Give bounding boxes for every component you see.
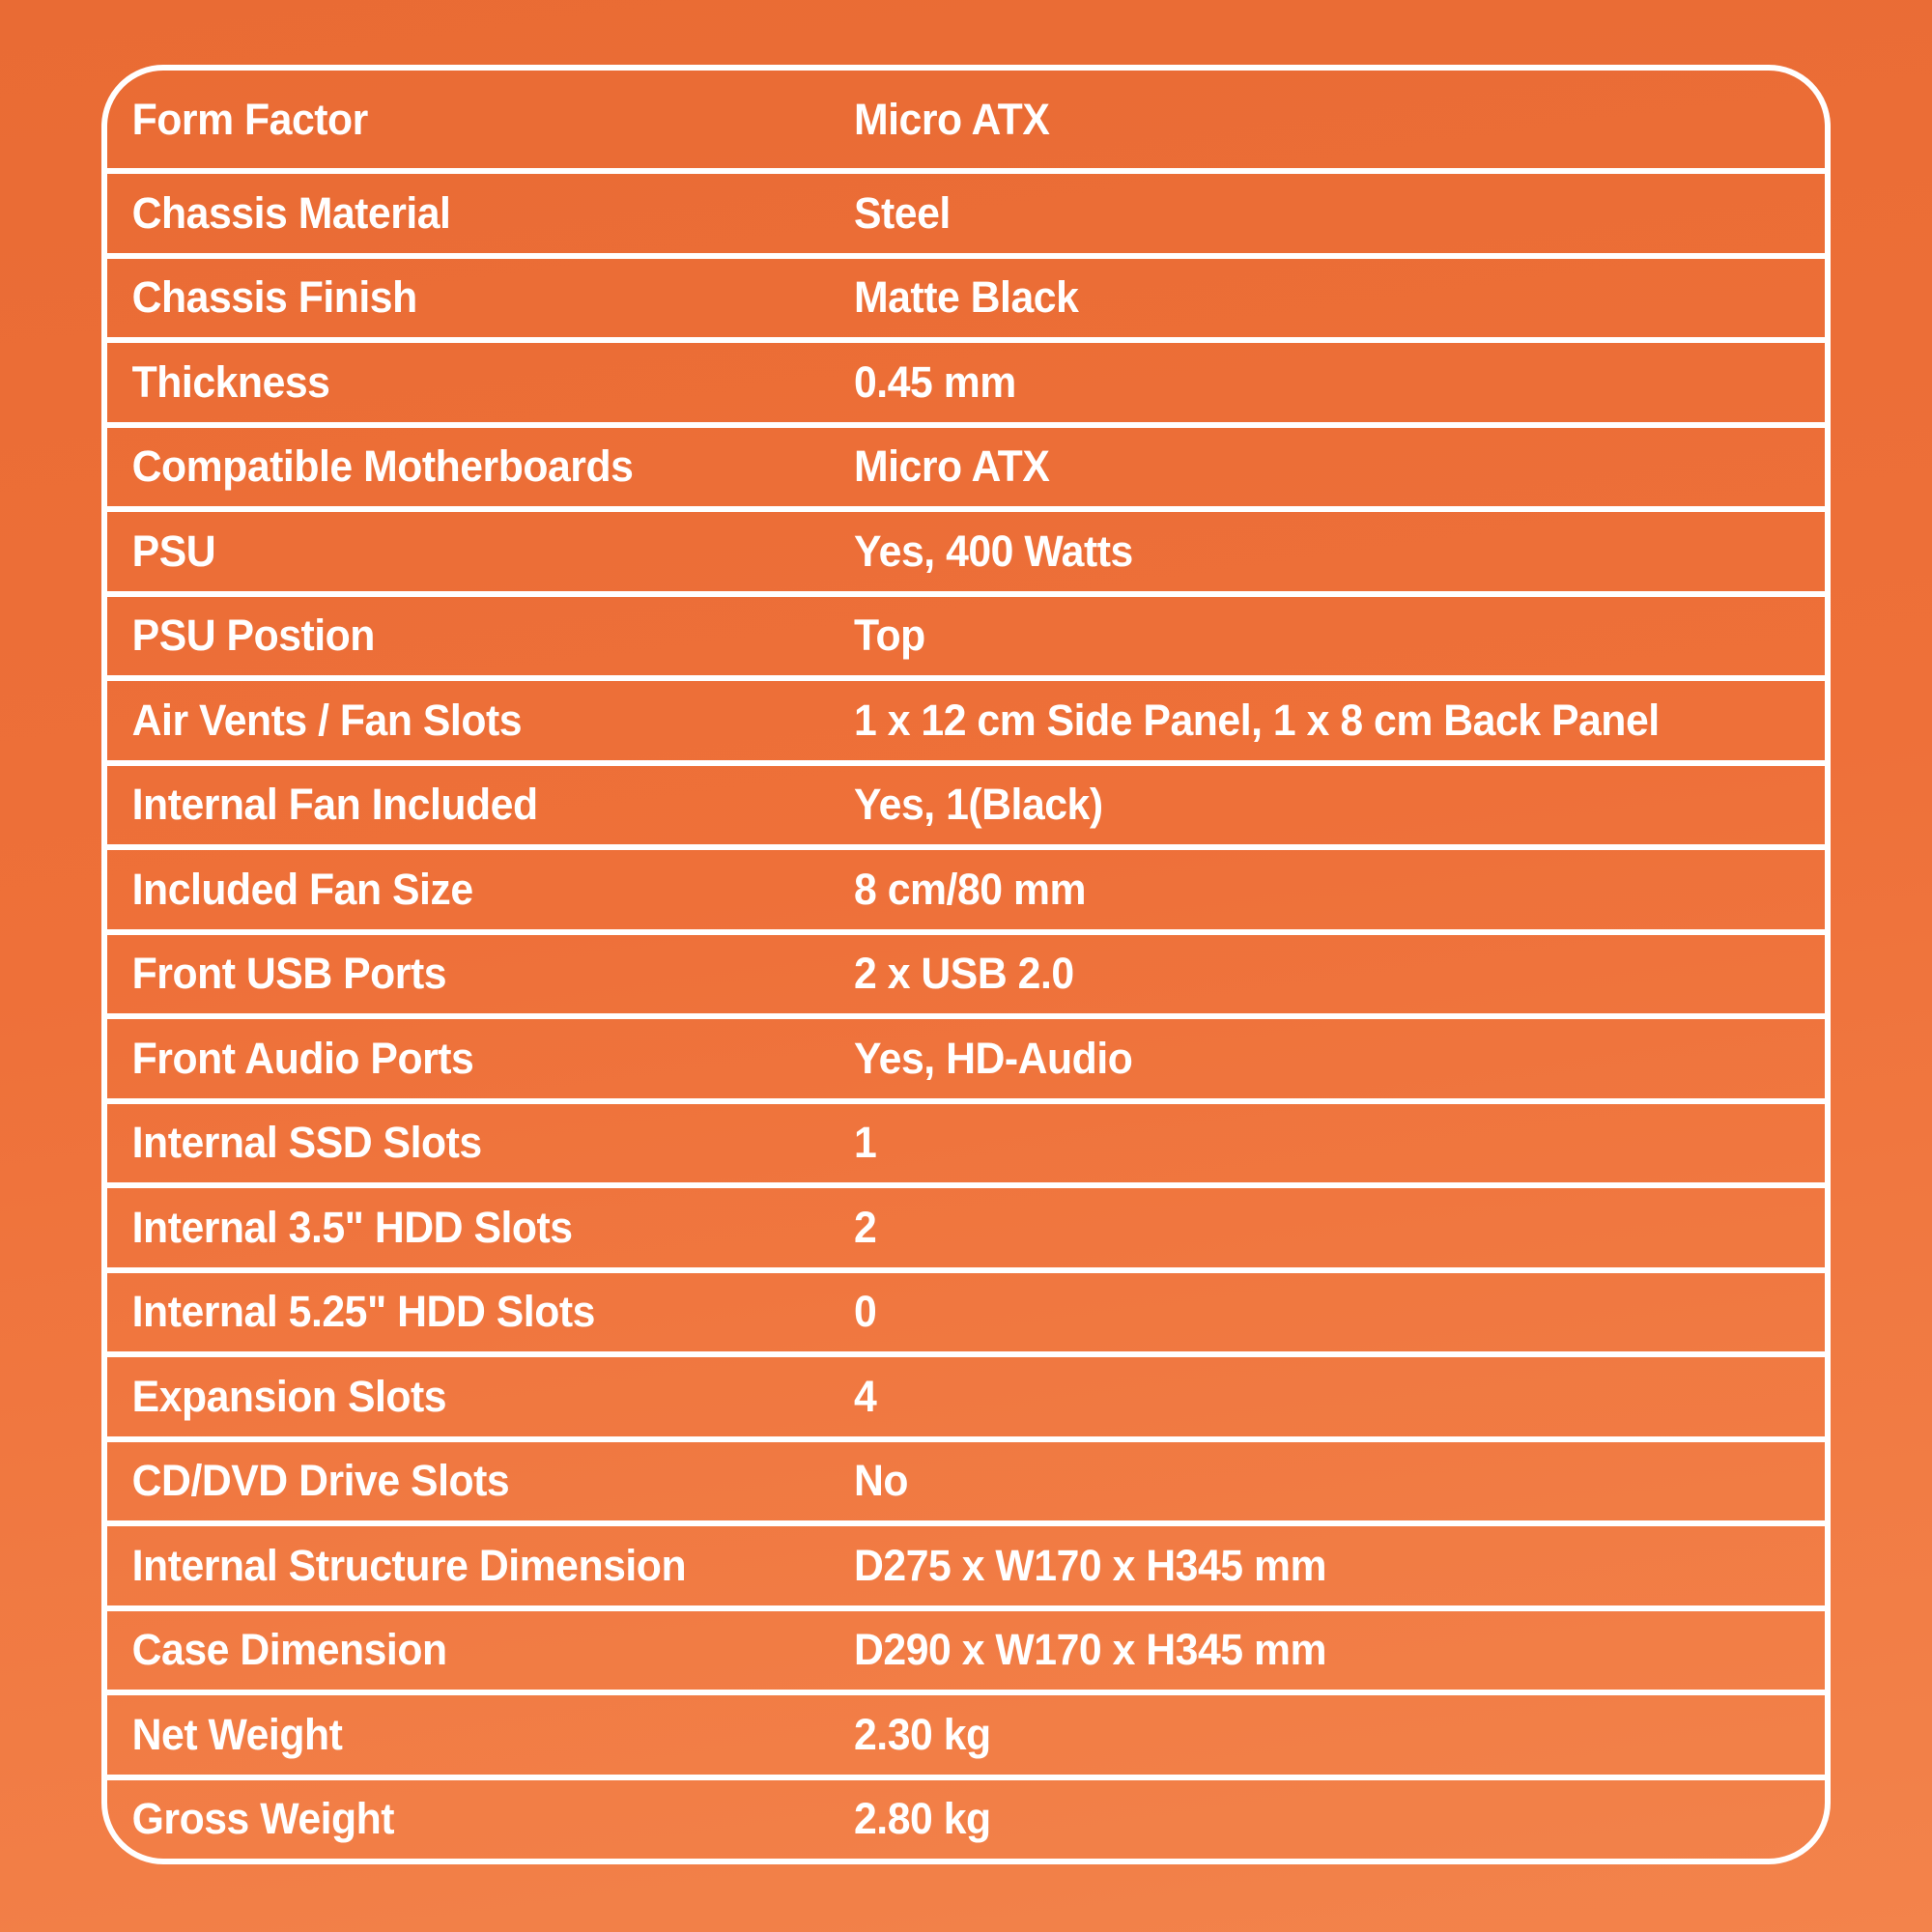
spec-label: Chassis Material xyxy=(131,187,451,238)
spec-value: Micro ATX xyxy=(854,441,1050,492)
table-row xyxy=(107,1098,1825,1183)
table-row xyxy=(107,506,1825,591)
spec-value: Top xyxy=(854,611,926,661)
spec-label: Thickness xyxy=(131,356,330,407)
spec-value: Micro ATX xyxy=(854,94,1050,144)
table-row xyxy=(107,929,1825,1014)
spec-label: Form Factor xyxy=(131,94,368,144)
table-row xyxy=(107,844,1825,929)
table-row xyxy=(107,591,1825,676)
spec-value: D275 x W170 x H345 mm xyxy=(854,1540,1327,1590)
spec-label: PSU xyxy=(131,526,216,576)
spec-label: Front USB Ports xyxy=(131,949,447,999)
spec-label: Internal 5.25" HDD Slots xyxy=(131,1287,595,1337)
table-row xyxy=(107,1436,1825,1521)
spec-label: Internal Fan Included xyxy=(131,780,538,830)
table-row xyxy=(107,71,1825,168)
spec-value: 2.80 kg xyxy=(854,1794,992,1844)
spec-value: 2 xyxy=(854,1202,877,1252)
spec-value: Matte Black xyxy=(854,272,1079,323)
spec-value: Yes, 400 Watts xyxy=(854,526,1134,576)
spec-label: Front Audio Ports xyxy=(131,1033,474,1083)
table-row xyxy=(107,1013,1825,1098)
table-row xyxy=(107,1690,1825,1775)
spec-label: Expansion Slots xyxy=(131,1371,447,1421)
spec-value: 2 x USB 2.0 xyxy=(854,949,1075,999)
spec-label: Air Vents / Fan Slots xyxy=(131,695,523,745)
spec-label: Net Weight xyxy=(131,1709,343,1759)
spec-value: Yes, HD-Audio xyxy=(854,1033,1133,1083)
table-row xyxy=(107,253,1825,338)
spec-table xyxy=(101,65,1831,1864)
table-row xyxy=(107,168,1825,253)
table-row xyxy=(107,1520,1825,1605)
spec-value: Yes, 1(Black) xyxy=(854,780,1104,830)
spec-value: D290 x W170 x H345 mm xyxy=(854,1625,1327,1675)
spec-value: Steel xyxy=(854,187,952,238)
table-row xyxy=(107,1267,1825,1352)
spec-label: Gross Weight xyxy=(131,1794,395,1844)
spec-label: Internal Structure Dimension xyxy=(131,1540,687,1590)
table-row xyxy=(107,1775,1825,1860)
table-row xyxy=(107,1351,1825,1436)
table-row xyxy=(107,1182,1825,1267)
spec-value: 0 xyxy=(854,1287,877,1337)
table-row xyxy=(107,1605,1825,1690)
spec-value: 8 cm/80 mm xyxy=(854,864,1087,914)
table-row xyxy=(107,760,1825,845)
spec-label: Case Dimension xyxy=(131,1625,447,1675)
spec-value: 4 xyxy=(854,1371,877,1421)
spec-value: No xyxy=(854,1456,909,1506)
spec-label: Included Fan Size xyxy=(131,864,473,914)
spec-value: 1 x 12 cm Side Panel, 1 x 8 cm Back Panel xyxy=(854,695,1661,745)
table-row xyxy=(107,675,1825,760)
spec-label: Chassis Finish xyxy=(131,272,417,323)
spec-value: 0.45 mm xyxy=(854,356,1017,407)
spec-label: Internal 3.5" HDD Slots xyxy=(131,1202,573,1252)
spec-label: Internal SSD Slots xyxy=(131,1118,482,1168)
table-row xyxy=(107,422,1825,507)
spec-label: Compatible Motherboards xyxy=(131,441,634,492)
spec-label: CD/DVD Drive Slots xyxy=(131,1456,510,1506)
spec-label: PSU Postion xyxy=(131,611,375,661)
spec-value: 1 xyxy=(854,1118,877,1168)
table-row xyxy=(107,337,1825,422)
spec-value: 2.30 kg xyxy=(854,1709,992,1759)
